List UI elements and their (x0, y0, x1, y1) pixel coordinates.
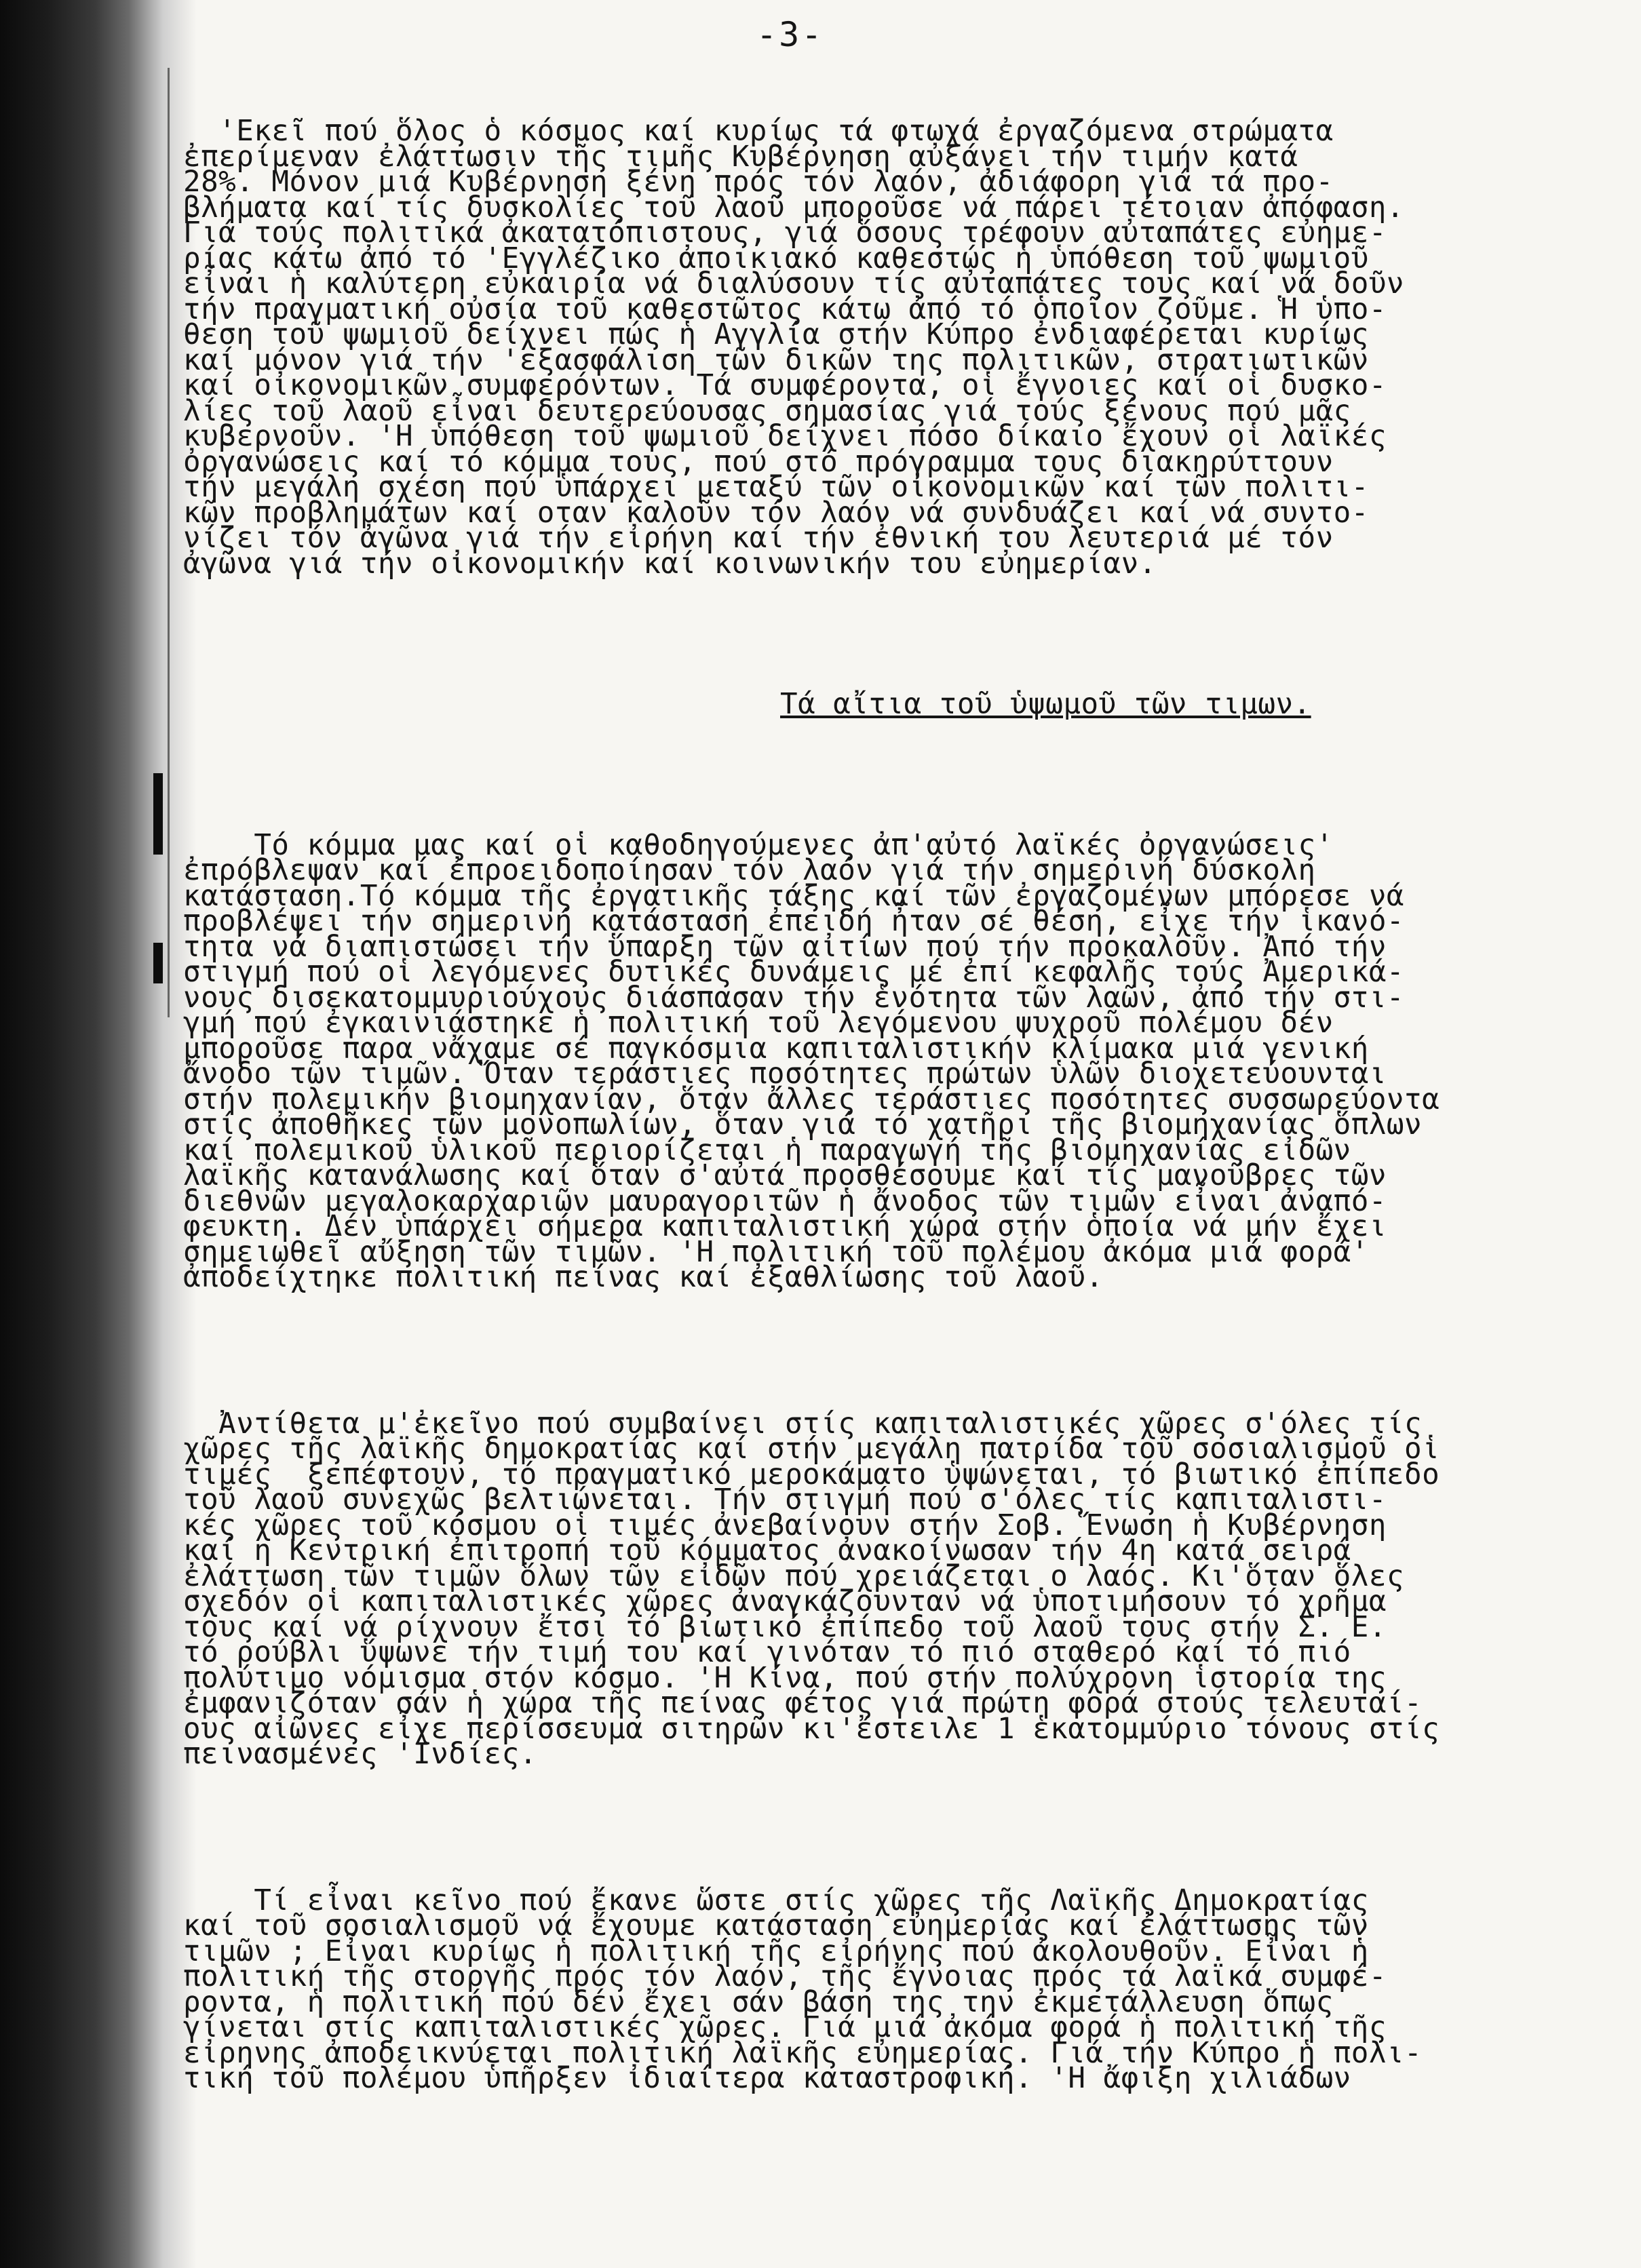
text-line: γίνεται στίς καπιταλιστικές χῶρες. Γιά μιά ἀκόμα φορά ἡ πολιτική τῆς (183, 2011, 1387, 2044)
text-line: εἶναι ἡ καλύτερη εὐκαιρία νά διαλύσουν τίς αὐταπάτες τους καί νά δοῦν (183, 267, 1405, 300)
text-line: τοῦ λαοῦ συνεχῶς βελτιώνεται. Τήν στιγμή πού σ'όλες τίς καπιταλιστι- (183, 1483, 1387, 1517)
text-line: 28%. Μόνον μιά Κυβέρνηση ξένη πρός τόν λαόν, ἀδιάφορη γιά τά προ- (183, 165, 1334, 199)
text-line: λίες τοῦ λαοῦ εἶναι δευτερεύουσας σημασίας γιά τούς ξένους πού μᾶς (183, 394, 1351, 428)
text-line: τήν πραγματική οὐσία τοῦ καθεστῶτος κάτω ἀπό τό ὁποῖον ζοῦμε. Ἡ ὑπο- (183, 292, 1387, 326)
text-line: ἐπρόβλεψαν καί ἐπροειδοποίησαν τόν λαόν γιά τήν σημερινή δύσκολη (183, 854, 1316, 887)
text-line: Τί εἶναι κεῖνο πού ἔκανε ὥστε στίς χῶρες τῆς Λαϊκῆς Δημοκρατίας (183, 1883, 1369, 1917)
text-line: Τό κόμμα μας καί οἱ καθοδηγούμενες ἀπ'αὐτό λαϊκές ὀργανώσεις' (183, 828, 1334, 862)
text-line: διεθνῶν μεγαλοκαρχαριῶν μαυραγοριτῶν ἡ ἄνοδος τῶν τιμῶν εἶναι ἀναπό- (183, 1184, 1387, 1218)
text-line: καί μόνον γιά τήν 'εξασφάλιση τῶν δικῶν της πολιτικῶν, στρατιωτικῶν (183, 343, 1369, 377)
text-line: εἰρηνης ἀποδεικνύεται πολιτική λαϊκῆς εὐημερίας. Γιά τήν Κύπρο ἡ πολι- (183, 2036, 1423, 2070)
text-line: χῶρες τῆς λαϊκῆς δημοκρατίας καί στήν μεγάλη πατρίδα τοῦ σοσιαλισμοῦ οἱ (183, 1432, 1440, 1466)
text-line: στήν πολεμικήν βιομηχανίαν, ὅταν ἄλλες τεράστιες ποσότητες συσσωρεύοντα (183, 1082, 1440, 1116)
margin-rule (168, 68, 170, 1017)
page-number: -3- (756, 15, 824, 54)
text-line: ἐμφανιζόταν σάν ἡ χώρα τῆς πείνας φέτος γιά πρώτη φορά στούς τελευταί- (183, 1687, 1423, 1720)
text-line: ρίας κάτω ἀπό τό 'Εγγλέζικο ἀποικιακό καθεστώς ἡ ὑπόθεση τοῦ ψωμιοῦ (183, 241, 1369, 275)
section-heading: Τά αἴτια τοῦ ὑψωμοῦ τῶν τιμων. (780, 688, 1311, 721)
text-line: στιγμή πού οἱ λεγόμενες δυτικές δυνάμεις μέ ἐπί κεφαλῆς τούς Ἀμερικά- (183, 956, 1405, 989)
text-line: Ἀντίθετα μ'ἐκεῖνο πού συμβαίνει στίς καπιταλιστικές χῶρες σ'όλες τίς (183, 1407, 1423, 1441)
text-line: ἀγῶνα γιά τήν οἰκονομικήν καί κοινωνικήν του εὐημερίαν. (183, 547, 1157, 581)
text-line: ἐπερίμεναν ἐλάττωσιν τῆς τιμῆς Κυβέρνηση αὐξάνει τήν τιμήν κατά (183, 140, 1298, 174)
text-line: σχεδόν οἱ καπιταλιστικές χῶρες ἀναγκάζουνταν νά ὑποτιμήσουν τό χρῆμα (183, 1585, 1387, 1618)
text-line: τήν μεγάλη σχέση πού ὑπάρχει μεταξύ τῶν οἰκονομικῶν καί τῶν πολιτι- (183, 471, 1369, 504)
text-line: φευκτη. Δέν ὑπάρχει σήμερα καπιταλιστική χώρα στήν ὁποία νά μήν ἔχει (183, 1210, 1387, 1243)
text-line: θεση τοῦ ψωμιοῦ δείχνει πώς ἡ Αγγλία στήν Κύπρο ἐνδιαφέρεται κυρίως (183, 318, 1369, 351)
text-line: πολύτιμο νόμισμα στόν κόσμο. 'Η Κίνα, πού στήν πολύχρονη ἱστορία της (183, 1661, 1387, 1695)
text-line: καί πολεμικοῦ ὑλικοῦ περιορίζεται ἡ παραγωγή τῆς βιομηχανίας εἰδῶν (183, 1133, 1351, 1167)
text-line: στίς ἀποθῆκες τῶν μονοπωλίων, ὅταν γιά τό χατῆρι τῆς βιομηχανίας ὅπλων (183, 1108, 1423, 1141)
text-line: Γιά τούς πολιτικά ἀκατατόπιστους, γιά ὅσους τρέφουν αὐταπάτες εὐημε- (183, 216, 1387, 250)
text-line: νους δισεκατομμυριούχους διάσπασαν τήν ἑνότητα τῶν λαῶν, ἀπό τήν στι- (183, 981, 1405, 1015)
text-line: τική τοῦ πολέμου ὑπῆρξεν ἰδιαίτερα καταστροφική. 'Η ἄφιξη χιλιάδων (183, 2062, 1351, 2095)
text-line: καί η Κεντρική ἐπιτροπή τοῦ κόμματος ἀνακοίνωσαν τήν 4η κατά σειρά (183, 1534, 1351, 1567)
text-line: βλήματα καί τίς δυσκολίες τοῦ λαοῦ μποροῦσε νά πάρει τέτοιαν ἀπόφαση. (183, 191, 1405, 224)
paragraph (183, 115, 1632, 581)
text-line: ἄνοδο τῶν τιμῶν. Ὅταν τεράστιες ποσότητες πρώτων ὑλῶν διοχετεύουνται (183, 1057, 1387, 1091)
text-line: ἀποδείχτηκε πολιτική πείνας καί ἐξαθλίωσης τοῦ λαοῦ. (183, 1261, 1104, 1294)
text-line: καί τοῦ σοσιαλισμοῦ νά ἔχουμε κατάσταση εὐημερίας καί ἐλάττωσης τῶν (183, 1909, 1369, 1942)
text-line: προβλέψει τήν σημερινή κατάσταση ἐπειδή ἦταν σέ θέση, εἶχε τήν ἱκανό- (183, 905, 1405, 938)
text-line: τιμῶν ; Εἶναι κυρίως ἡ πολιτική τῆς εἰρήνης πού ἀκολουθοῦν. Εἶναι ἡ (183, 1934, 1369, 1968)
paragraph (183, 1407, 1632, 1771)
text-line: σημειωθεῖ αὔξηση τῶν τιμῶν. 'Η πολιτική τοῦ πολέμου ἀκόμα μιά φορά' (183, 1235, 1369, 1269)
text-line: λαϊκῆς κατανάλωσης καί ὅταν σ'αὐτά προσθέσουμε καί τίς μανοῦβρες τῶν (183, 1159, 1387, 1192)
text-line: τό ρούβλι ὕψωνε τήν τιμή του καί γινόταν τό πιό σταθερό καί τό πιό (183, 1636, 1351, 1669)
binding-mark (153, 773, 163, 855)
text-line: πεινασμένες 'Ινδίες. (183, 1738, 537, 1771)
text-line: μποροῦσε παρα νἄχαμε σέ παγκόσμια καπιταλιστικήν κλίμακα μιά γενική (183, 1032, 1369, 1065)
text-line: νίζει τόν ἀγῶνα γιά τήν εἰρήνη καί τήν ἐθνική του λευτεριά μέ τόν (183, 522, 1334, 555)
text-line: πολιτική τῆς στοργῆς πρός τόν λαόν, τῆς ἔγνοιας πρός τά λαϊκά συμφέ- (183, 1960, 1387, 1993)
paragraph (183, 828, 1632, 1294)
paragraph (183, 1883, 1632, 2095)
text-line: κῶν προβλημάτων καί οταν καλοῦν τόν λαόν νά συνδυάζει καί νά συντο- (183, 496, 1369, 530)
text-line: κυβερνοῦν. 'Η ὑπόθεση τοῦ ψωμιοῦ δείχνει πόσο δίκαιο ἔχουν οἱ λαϊκές (183, 420, 1387, 453)
text-line: γμή πού ἐγκαινιάστηκε ἡ πολιτική τοῦ λεγόμενου ψυχροῦ πολέμου δέν (183, 1006, 1334, 1040)
text-line: ἐλάττωση τῶν τιμῶν ὅλων τῶν εἰδῶν πού χρειάζεται ο λαός. Κι'ὅταν ὅλες (183, 1559, 1405, 1593)
text-line: κές χῶρες τοῦ κόσμου οἱ τιμές ἀνεβαίνουν στήν Σοβ. Ἕνωση ἡ Κυβέρνηση (183, 1508, 1387, 1542)
text-line: τους καί νά ρίχνουν ἔτσι τό βιωτικό ἐπίπεδο τοῦ λαοῦ τους στήν Σ. Ε. (183, 1610, 1387, 1644)
text-line: τιμές ξεπέφτουν, τό πραγματικό μεροκάματο ὑψώνεται, τό βιωτικό ἐπίπεδο (183, 1458, 1440, 1491)
text-line: ους αἰῶνες εἶχε περίσσευμα σιτηρῶν κι'ἔστειλε 1 ἑκατομμύριο τόνους στίς (183, 1712, 1440, 1746)
text-line: 'Εκεῖ πού ὅλος ὁ κόσμος καί κυρίως τά φτωχά ἐργαζόμενα στρώματα (183, 115, 1334, 148)
text-line: κατάσταση.Τό κόμμα τῆς ἐργατικῆς τάξης καί τῶν ἐργαζομένων μπόρεσε νά (183, 879, 1405, 913)
text-line: τητα νά διαπιστώσει τήν ὕπαρξη τῶν αἰτίων πού τήν προκαλοῦν. Ἀπό τήν (183, 930, 1387, 964)
text-line: καί οἰκονομικῶν συμφερόντων. Τά συμφέροντα, οἱ ἔγνοιες καί οἱ δυσκο- (183, 369, 1387, 402)
text-line: ὀργανώσεις καί τό κόμμα τους, πού στό πρόγραμμα τους διακηρύττουν (183, 445, 1334, 479)
binding-mark (153, 943, 163, 983)
text-line: ροντα, ἡ πολιτική πού δέν ἔχει σάν βάση της την ἐκμετάλλευση ὅπως (183, 1985, 1334, 2019)
body-text (183, 68, 1632, 2143)
